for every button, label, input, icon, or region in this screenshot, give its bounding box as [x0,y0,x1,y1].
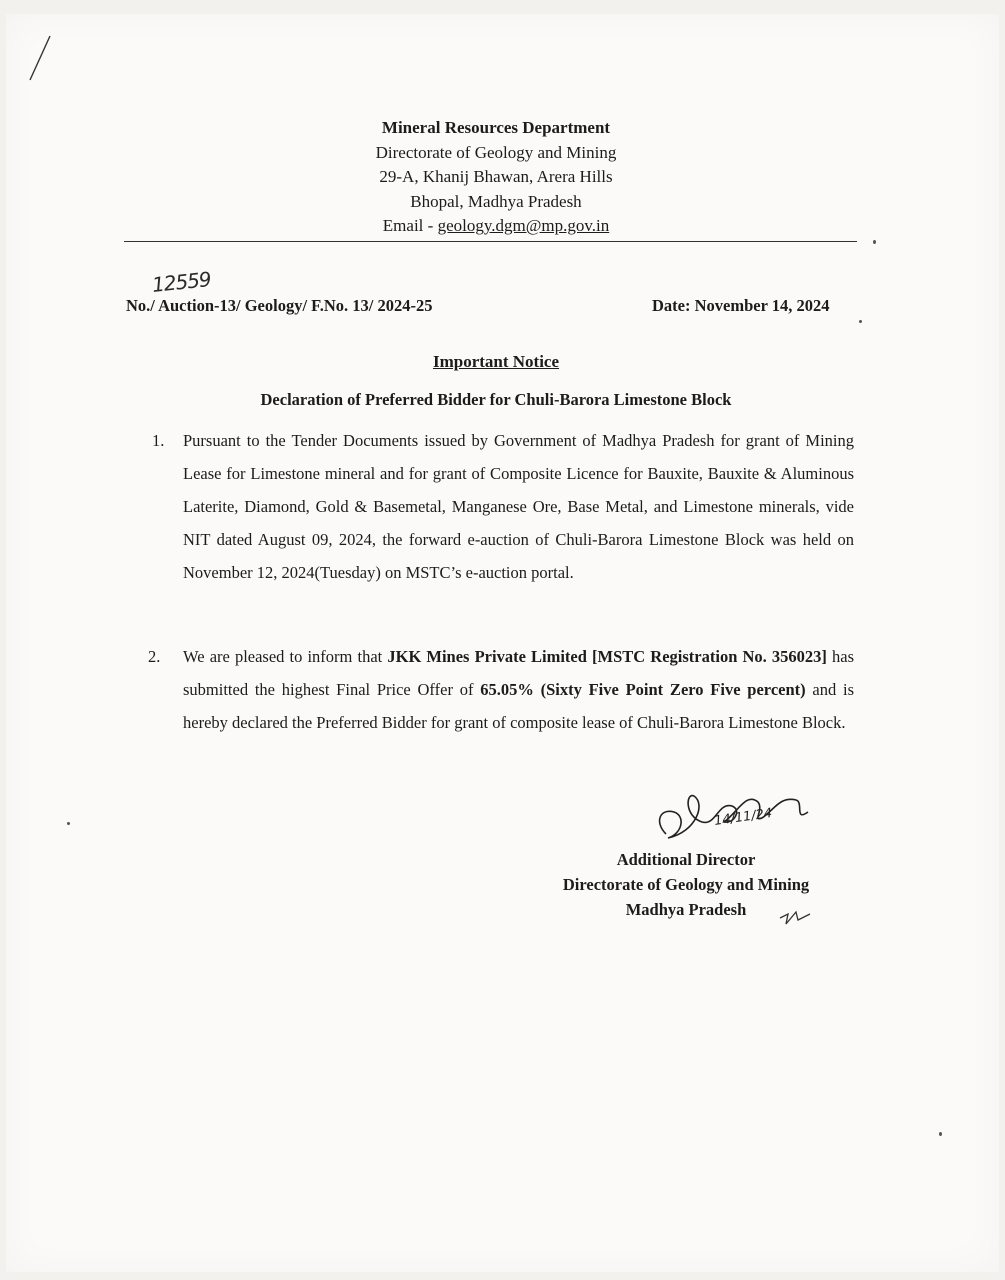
item-2-seg1: We are pleased to inform that [183,647,388,666]
document-page [6,14,999,1272]
signatory-designation: Additional Director [616,850,756,869]
speck [67,822,70,825]
handwritten-reference-number: 12559 [150,267,212,297]
speck [859,320,862,323]
reference-number: No./ Auction-13/ Geology/ F.No. 13/ 2024-25 [126,296,433,315]
item-2-seg3: has submitted the highest Final Price Offer of [183,647,854,699]
final-price-offer: 65.05% (Sixty Five Point Zero Five percent) [480,680,806,699]
signatory-state: Madhya Pradesh [625,900,747,919]
email-link[interactable]: geology.dgm@mp.gov.in [437,216,610,235]
item-1-text: Pursuant to the Tender Documents issued by Government of Madhya Pradesh for grant of Mining Lease for Limestone mineral and for grant of Composite Licence for Bauxite, Bauxite & Aluminous Laterite, Diamond, Gold & Basemetal, Manganese Ore, Base Metal, and Limestone minerals, vide NIT dated August 09, 2024, the forward e-auction of Chuli-Barora Limestone Block was held on November 12, 2024(Tuesday) on MSTC’s e-auction portal. [183,431,854,582]
address-line-2: Bhopal, Madhya Pradesh [410,191,582,211]
email-label: Email - [382,216,438,235]
handwritten-slash-mark [26,34,56,84]
bidder-name: JKK Mines Private Limited [MSTC Registration No. 356023] [387,647,827,666]
signatory-office: Directorate of Geology and Mining [562,875,810,894]
speck [873,240,876,244]
directorate-name: Directorate of Geology and Mining [375,142,617,162]
item-2-seg5: and is hereby declared the Preferred Bidder for grant of composite lease of Chuli-Barora Limestone Block. [183,680,854,732]
signature-date-annotation: 14/11/24 [713,806,774,829]
speck [939,1132,942,1136]
header-divider [124,241,857,242]
notice-date: Date: November 14, 2024 [652,296,830,315]
department-name: Mineral Resources Department [381,118,611,137]
item-2-text [183,640,854,739]
letterhead [6,116,986,239]
item-1-number: 1. [152,431,165,450]
email-line [6,214,986,239]
address-line-1: 29-A, Khanij Bhawan, Arera Hills [379,167,613,186]
handwritten-initial-mark [776,904,816,928]
notice-subject: Declaration of Preferred Bidder for Chuli-Barora Limestone Block [260,390,732,409]
item-2-number: 2. [148,647,161,666]
notice-title: Important Notice [432,352,560,371]
